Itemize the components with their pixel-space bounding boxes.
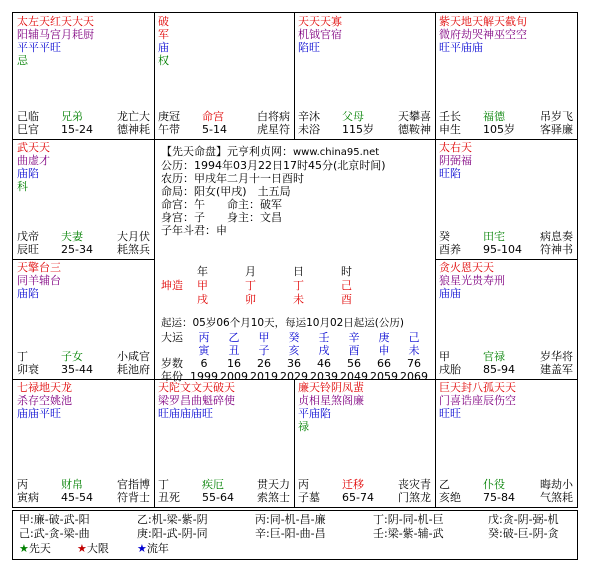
ziwei-chart: [12, 12, 578, 508]
da-yun-row-label: 大运: [161, 331, 183, 344]
palace-name: 夫妻: [61, 230, 83, 243]
palace-star-line: 平庙陷: [298, 407, 331, 420]
palace-cell[interactable]: [13, 259, 154, 379]
palace-minor-stars: 符背士: [117, 491, 150, 504]
qi-yun: 起运：05岁06个月10天，每运10月02日起运(公历): [161, 317, 404, 329]
palace-name: 子女: [61, 350, 83, 363]
palace-cell[interactable]: [435, 259, 577, 379]
ming-ju: 命局：阳女(甲戌) 土五局: [161, 185, 291, 198]
palace-minor-stars: 符神书: [540, 243, 573, 256]
palace-footer: [439, 478, 573, 504]
palace-age-range: 75-84: [483, 491, 515, 504]
da-yun-cell: 2009: [220, 370, 248, 383]
palace-star-line: 七禄地天龙: [17, 381, 72, 394]
palace-minor-stars: 气煞耗: [540, 491, 573, 504]
da-yun-cell: 56: [347, 357, 361, 370]
palace-minor-stars: 建盖军: [540, 363, 573, 376]
palace-cell[interactable]: [435, 379, 577, 507]
palace-star-line: 狼星光贵寿刑: [439, 274, 505, 287]
palace-name: 命宫: [202, 110, 224, 123]
palace-cell[interactable]: [13, 139, 154, 259]
palace-star-line: 梁罗昌曲魁碎使: [158, 394, 235, 407]
palace-name: 疾厄: [202, 478, 224, 491]
palace-cell[interactable]: [154, 379, 294, 507]
da-yun-cell: 46: [317, 357, 331, 370]
palace-age-range: 25-34: [61, 243, 93, 256]
palace-ganzhi: 丙: [17, 478, 28, 491]
palace-minor-stars: 索煞士: [257, 491, 290, 504]
palace-ganzhi: 戌胎: [439, 363, 461, 376]
palace-minor-stars: 白将病: [257, 110, 290, 123]
si-hua-entry: 戊:贪-阴-弼-机: [488, 513, 559, 526]
palace-star-line: 贪火恩天天: [439, 261, 494, 274]
bazi-branch: 酉: [341, 293, 352, 306]
bazi-branch: 卯: [245, 293, 256, 306]
palace-star-line: 紫天地天解天截旬: [439, 15, 527, 28]
da-yun-cell: 庚: [378, 331, 390, 344]
palace-star-line: 天擎台三: [17, 261, 61, 274]
da-yun-cell: 2049: [340, 370, 368, 383]
si-hua-entry: 庚:阳-武-阴-同: [137, 527, 208, 540]
palace-ganzhi: 卯衰: [17, 363, 39, 376]
solar-date: 公历：1994年03月22日17时45分(北京时间): [161, 159, 386, 172]
palace-cell[interactable]: [435, 139, 577, 259]
palace-footer: [17, 350, 150, 376]
bazi-head: 时: [341, 265, 352, 278]
da-yun-cell: 己: [408, 331, 420, 344]
palace-star-line: 贞相星煞阁廉: [298, 394, 364, 407]
chart-title: [161, 145, 431, 159]
palace-age-range: 15-24: [61, 123, 93, 136]
palace-age-range: 45-54: [61, 491, 93, 504]
palace-star-line: 忌: [17, 54, 28, 67]
bazi-stem: 己: [341, 279, 352, 292]
palace-star-line: 旺旺: [439, 407, 461, 420]
palace-minor-stars: 晦劫小: [540, 478, 573, 491]
palace-cell[interactable]: [294, 379, 435, 507]
palace-age-range: 65-74: [342, 491, 374, 504]
bazi-grid: [161, 265, 421, 315]
si-hua-entry: 丙:同-机-昌-廉: [255, 513, 326, 526]
star-icon: ★: [137, 542, 147, 555]
palace-ganzhi: 辰旺: [17, 243, 39, 256]
da-yun-cell: 6: [200, 357, 208, 370]
da-yun-cell: 2029: [280, 370, 308, 383]
da-yun-cell: 2069: [400, 370, 428, 383]
legend-item: [19, 542, 51, 555]
kun-zao-label: 坤造: [161, 279, 183, 292]
legend-label: 先天: [28, 542, 51, 555]
palace-cell[interactable]: [294, 13, 435, 139]
palace-ganzhi: 午带: [158, 123, 180, 136]
palace-star-line: 庙陷: [17, 167, 39, 180]
palace-star-line: 曲虚才: [17, 154, 50, 167]
legend-label: 大限: [86, 542, 109, 555]
palace-cell[interactable]: [13, 13, 154, 139]
palace-cell[interactable]: [435, 13, 577, 139]
da-yun-cell: 戌: [318, 344, 330, 357]
palace-ganzhi: 辛沐: [298, 110, 320, 123]
si-hua-entry: 壬:梁-紫-辅-武: [373, 527, 444, 540]
palace-name: 仆役: [483, 478, 505, 491]
palace-star-line: 太右天: [439, 141, 472, 154]
palace-cell[interactable]: [13, 379, 154, 507]
palace-footer: [439, 110, 573, 136]
da-yun-cell: 丑: [228, 344, 240, 357]
palace-ganzhi: 甲: [439, 350, 450, 363]
palace-star-line: 杀存空姚池: [17, 394, 72, 407]
palace-star-line: 巨天封八孤天天: [439, 381, 516, 394]
palace-minor-stars: 小咸官: [117, 350, 150, 363]
palace-star-line: 旺平庙庙: [439, 41, 483, 54]
bazi-branch: 戌: [197, 293, 208, 306]
bazi-stem: 甲: [197, 279, 208, 292]
da-yun-cell: 16: [227, 357, 241, 370]
da-yun-cell: 亥: [288, 344, 300, 357]
si-hua-entry: 甲:廉-破-武-阳: [19, 513, 90, 526]
palace-minor-stars: 吊岁飞: [540, 110, 573, 123]
da-yun-cell: 2059: [370, 370, 398, 383]
palace-cell[interactable]: [154, 13, 294, 139]
da-yun-cell: 酉: [348, 344, 360, 357]
palace-footer: [298, 110, 431, 136]
da-yun-cell: 癸: [288, 331, 300, 344]
palace-star-line: 科: [17, 180, 28, 193]
palace-age-range: 115岁: [342, 123, 374, 136]
si-hua-entry: 己:武-贪-梁-曲: [19, 527, 90, 540]
palace-minor-stars: 客驿廉: [540, 123, 573, 136]
palace-footer: [158, 478, 290, 504]
palace-footer: [17, 230, 150, 256]
palace-ganzhi: 申生: [439, 123, 461, 136]
palace-minor-stars: 病息奏: [540, 230, 573, 243]
palace-star-line: 平平平旺: [17, 41, 61, 54]
palace-star-line: 庙陷: [17, 287, 39, 300]
palace-star-line: 同羊辅台: [17, 274, 61, 287]
palace-footer: [158, 110, 290, 136]
palace-name: 田宅: [483, 230, 505, 243]
da-yun-cell: 辛: [348, 331, 360, 344]
palace-star-line: 阴弼福: [439, 154, 472, 167]
palace-ganzhi: 壬长: [439, 110, 461, 123]
da-yun-cell: 2039: [310, 370, 338, 383]
palace-minor-stars: 岁华将: [540, 350, 573, 363]
palace-ganzhi: 丙: [298, 478, 309, 491]
palace-age-range: 35-44: [61, 363, 93, 376]
palace-star-line: 军: [158, 28, 169, 41]
da-yun-cell: 未: [408, 344, 420, 357]
shen-gong: 身宫：子 身主：文昌: [161, 211, 282, 224]
palace-footer: [17, 110, 150, 136]
palace-star-line: 庙庙: [439, 287, 461, 300]
da-yun-cell: 壬: [318, 331, 330, 344]
palace-minor-stars: 虎星符: [257, 123, 290, 136]
palace-footer: [439, 230, 573, 256]
palace-star-line: 旺庙庙庙旺: [158, 407, 213, 420]
legend-item: [77, 542, 109, 555]
palace-ganzhi: 丁: [158, 478, 169, 491]
ming-gong: 命宫：午 命主：破军: [161, 198, 282, 211]
palace-minor-stars: 耗池府: [117, 363, 150, 376]
palace-age-range: 85-94: [483, 363, 515, 376]
legend-label: 流年: [146, 542, 169, 555]
da-yun-grid: [161, 331, 431, 381]
palace-name: 迁移: [342, 478, 364, 491]
palace-ganzhi: 丁: [17, 350, 28, 363]
da-yun-cell: 丙: [198, 331, 210, 344]
da-yun-cell: 26: [257, 357, 271, 370]
palace-footer: [439, 350, 573, 376]
si-hua-entry: 乙:机-梁-紫-阴: [137, 513, 208, 526]
bazi-branch: 未: [293, 293, 304, 306]
palace-star-line: 庙: [158, 41, 169, 54]
palace-ganzhi: 庚冠: [158, 110, 180, 123]
palace-star-line: 庙庙平旺: [17, 407, 61, 420]
palace-star-line: 门喜诰座辰伤空: [439, 394, 516, 407]
palace-star-line: 天陀文文天破天: [158, 381, 235, 394]
palace-ganzhi: 戊帝: [17, 230, 39, 243]
site-url-link[interactable]: www.china95.net: [293, 147, 380, 158]
si-hua-footer: [12, 510, 578, 560]
palace-star-line: 天天天寡: [298, 15, 342, 28]
palace-name: 父母: [342, 110, 364, 123]
da-yun-cell: 36: [287, 357, 301, 370]
star-icon: ★: [19, 542, 29, 555]
palace-ganzhi: 酉养: [439, 243, 461, 256]
palace-ganzhi: 寅病: [17, 491, 39, 504]
palace-minor-stars: 德鞍神: [398, 123, 431, 136]
palace-star-line: 阳辅马宫月耗厨: [17, 28, 94, 41]
star-icon: ★: [77, 542, 87, 555]
palace-ganzhi: 巳官: [17, 123, 39, 136]
da-yun-row-label: 岁数: [161, 357, 183, 370]
palace-minor-stars: 贯天力: [257, 478, 290, 491]
center-info-panel: [155, 141, 437, 381]
palace-minor-stars: 丧灾青: [398, 478, 431, 491]
bazi-head: 月: [245, 265, 256, 278]
palace-minor-stars: 天攀喜: [398, 110, 431, 123]
palace-minor-stars: 耗煞兵: [117, 243, 150, 256]
da-yun-cell: 申: [378, 344, 390, 357]
da-yun-cell: 76: [407, 357, 421, 370]
palace-star-line: 廉天铃阴凤蜚: [298, 381, 364, 394]
bazi-stem: 丁: [245, 279, 256, 292]
da-yun-cell: 66: [377, 357, 391, 370]
palace-minor-stars: 大月伏: [117, 230, 150, 243]
palace-name: 官禄: [483, 350, 505, 363]
palace-ganzhi: 丑死: [158, 491, 180, 504]
bazi-head: 日: [293, 265, 304, 278]
si-hua-entry: 辛:巨-阳-曲-昌: [255, 527, 326, 540]
palace-star-line: 禄: [298, 420, 309, 433]
palace-minor-stars: 门煞龙: [398, 491, 431, 504]
si-hua-entry: 丁:阴-同-机-巨: [373, 513, 444, 526]
da-yun-row-label: 年份: [161, 370, 183, 383]
da-yun-cell: 寅: [198, 344, 210, 357]
da-yun-cell: 2019: [250, 370, 278, 383]
bazi-stem: 丁: [293, 279, 304, 292]
palace-name: 财帛: [61, 478, 83, 491]
palace-ganzhi: 亥绝: [439, 491, 461, 504]
chart-title-prefix: 【先天命盘】: [161, 145, 227, 158]
palace-star-line: 旺陷: [439, 167, 461, 180]
palace-star-line: 微府劫哭神巫空空: [439, 28, 527, 41]
palace-minor-stars: 德神耗: [117, 123, 150, 136]
palace-star-line: 太左天红天大天: [17, 15, 94, 28]
palace-age-range: 95-104: [483, 243, 522, 256]
palace-ganzhi: 乙: [439, 478, 450, 491]
dou-jun: 子年斗君：申: [161, 224, 227, 237]
si-hua-entry: 癸:破-巨-阴-贪: [488, 527, 559, 540]
palace-age-range: 5-14: [202, 123, 227, 136]
da-yun-cell: 甲: [258, 331, 270, 344]
palace-star-line: 破: [158, 15, 169, 28]
palace-footer: [298, 478, 431, 504]
da-yun-cell: 乙: [228, 331, 240, 344]
site-name-link[interactable]: 元亨利贞网：: [227, 145, 293, 158]
palace-star-line: 武天天: [17, 141, 50, 154]
palace-ganzhi: 癸: [439, 230, 450, 243]
legend-item: [137, 542, 169, 555]
da-yun-cell: 1999: [190, 370, 218, 383]
palace-star-line: 权: [158, 54, 169, 67]
palace-age-range: 55-64: [202, 491, 234, 504]
palace-age-range: 105岁: [483, 123, 515, 136]
palace-name: 兄弟: [61, 110, 83, 123]
palace-ganzhi: 己临: [17, 110, 39, 123]
palace-ganzhi: 子墓: [298, 491, 320, 504]
palace-ganzhi: 未浴: [298, 123, 320, 136]
lunar-date: 农历：甲戌年二月十一日酉时: [161, 172, 304, 185]
palace-minor-stars: 官指博: [117, 478, 150, 491]
palace-star-line: 陷旺: [298, 41, 320, 54]
bazi-head: 年: [197, 265, 208, 278]
palace-name: 福德: [483, 110, 505, 123]
palace-star-line: 机钺官宿: [298, 28, 342, 41]
palace-footer: [17, 478, 150, 504]
da-yun-cell: 子: [258, 344, 270, 357]
palace-minor-stars: 龙亡大: [117, 110, 150, 123]
